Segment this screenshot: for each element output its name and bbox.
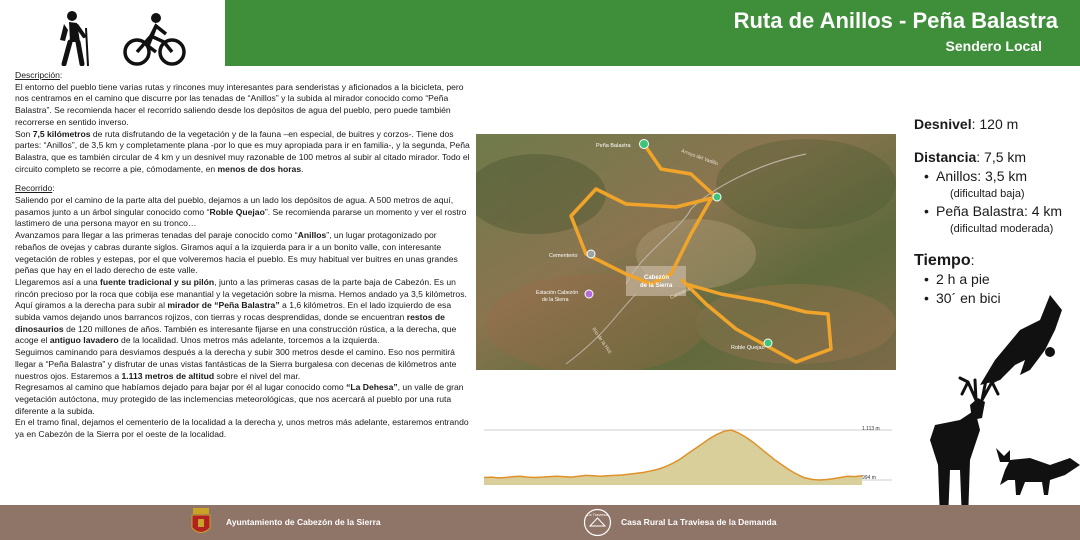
marker-fuente[interactable]: [713, 193, 721, 201]
text-bold: Roble Quejao: [209, 206, 265, 217]
route-paragraph-2: [15, 230, 470, 277]
text-bold: “La Dehesa”: [346, 382, 398, 393]
text-column: [15, 70, 470, 441]
text-bold: fuente tradicional y su pilón: [100, 276, 215, 287]
text-run: de 120 millones de años. También es interesante fijarse en una construcción rústica, a la derecha, que acoge el: [15, 323, 457, 346]
text-run: a 1,6 kilómetros. En el lado izquierdo de esa subida vamos dejando unos barrancos rojizos, con tierras y rocas desprendidas, donde se encuentran: [15, 300, 452, 323]
map-label-roble: Roble Quejao: [731, 345, 765, 351]
distancia-value: 7,5 km: [984, 149, 1027, 165]
route-paragraph-3: [15, 277, 470, 300]
desnivel-value: 120 m: [979, 116, 1019, 132]
hiker-icon: [60, 11, 88, 66]
stat-desnivel: Desnivel: 120 m: [914, 116, 1019, 132]
header: [0, 0, 1080, 66]
route-paragraph-1: [15, 195, 470, 230]
text-run: de la localidad. Unos metros más adelante, torcemos a la izquierda.: [118, 335, 380, 346]
description-heading: Descripción: [15, 70, 60, 80]
map-label-pueblo-2: de la Sierra: [640, 283, 673, 289]
route-heading: Recorrido: [15, 183, 53, 194]
map-label-pueblo-1: Cabezón: [644, 275, 670, 281]
description-paragraph-1: El entorno del pueblo tiene varias rutas y rincones muy interesantes para senderistas y aficionados a la bicicleta, pero nos centramos en el camino que discurre por las tenadas de “Anillos” y la subida al mirador conocido como “Peña Balastra”. Se recomienda hacer el recorrido saliendo desde los depósitos de agua del pueblo, pero puede también recorrerse en sentido inverso.: [15, 81, 464, 127]
map-label-cementerio: Cementerio: [549, 253, 578, 259]
elevation-profile: [484, 425, 892, 485]
text-run: Regresamos al camino que habíamos dejado para bajar por él al lugar conocido como: [15, 382, 347, 393]
pena-note: (dificultad moderada): [950, 223, 1054, 235]
map-label-estacion-1: Estación Cabezón: [536, 290, 579, 296]
marker-cementerio[interactable]: [587, 250, 595, 258]
text-run: ”, un lugar protagonizado por rebaños de ovejas y cabras durante siglos. Giramos aquí a la izquierda para ir a un bonito valle, con interesante vegetación de robles y estepas, por el que volveremos hacia el pueblo. Es muy habitual ver buitres en unas grandes peñas que hay en el lado derecho de este valle.: [15, 230, 458, 276]
footer-ayuntamiento: Ayuntamiento de Cabezón de la Sierra: [226, 517, 381, 527]
description-section: Descripción:: [15, 70, 63, 80]
fox-icon: [996, 448, 1080, 495]
route-paragraph-4: [15, 300, 470, 347]
text-bold: mirador de “Peña Balastra”: [167, 300, 280, 311]
text-run: Aquí giramos a la derecha para subir al: [15, 300, 168, 311]
text-bold: antiguo lavadero: [49, 335, 119, 346]
casa-rural-logo-icon: [583, 508, 612, 537]
list-item: • 30´ en bici: [936, 289, 1080, 308]
text-bold: 1.113 metros de altitud: [121, 370, 215, 381]
route-section: Recorrido:: [15, 183, 55, 194]
stat-distancia: Distancia: 7,5 km: [914, 149, 1027, 165]
activity-icons: [52, 10, 192, 66]
page-subtitle: Sendero Local: [945, 38, 1042, 54]
spacer: [15, 175, 470, 183]
text-run: , un valle de gran vegetación autóctona, muy protegido de las inclemencias meteorológicas, que nos acercará al pueblo por una ruta diferente a la subida.: [15, 382, 464, 416]
stat-distancia-block: [914, 148, 1080, 237]
map-label-rio: Río de la Hoz: [590, 326, 613, 355]
wildlife-illustration: [900, 290, 1080, 520]
map-label-pena: Peña Balastra: [596, 143, 631, 149]
text-run: Son: [15, 128, 33, 139]
tiempo-label: Tiempo: [914, 252, 971, 269]
footer: [0, 505, 1080, 540]
text-run: Llegaremos así a una: [15, 276, 101, 287]
description-paragraph-2: [15, 129, 470, 176]
text-bold: 7,5 kilómetros: [32, 128, 91, 139]
deer-icon: [930, 378, 1000, 520]
distancia-label: Distancia: [914, 149, 977, 165]
marker-roble-quejao[interactable]: [764, 339, 772, 347]
text-run: ”. Se recomienda pararse un momento y ver el rostro lastimero de una persona mayor en su tronco…: [15, 206, 467, 229]
marker-pena-balastra[interactable]: [640, 140, 649, 149]
profile-min-label: 994 m: [862, 475, 876, 481]
footer-casa-rural: Casa Rural La Traviesa de la Demanda: [621, 517, 777, 527]
text-bold: menos de dos horas: [217, 163, 302, 174]
text-run: Seguimos caminando para desviamos después a la derecha y subir 300 metros desde el camino. Eso nos permitirá llegar a “Peña Balastra” y disfrutar de unas vistas fantásticas de la Sierra burgalesa con decenas de kilómetros ante nuestros ojos. Estaremos a: [15, 347, 457, 381]
text-run: , junto a las primeras casas de la parte baja de Cabezón. Es un rincón precioso por la roca que cobija ese manantial y la vegetación sobre la misma. Hemos andado ya 3,5 kilómetros.: [15, 276, 467, 299]
text-bold: Anillos: [297, 230, 327, 241]
route-map: [476, 134, 896, 370]
text-run: Saliendo por el camino de la parte alta del pueblo, dejamos a un lado los depósitos de agua. A 500 metros de aquí, pasamos junto a un árbol singular conocido como “: [15, 195, 454, 217]
route-paragraph-6: [15, 382, 470, 417]
desnivel-label: Desnivel: [914, 116, 972, 132]
distancia-list: [914, 167, 1080, 237]
vulture-icon: [980, 295, 1062, 385]
marker-estacion[interactable]: [585, 290, 593, 298]
map-label-arroyo: Arroyo del Vadillo: [680, 148, 719, 168]
text-run: .: [301, 163, 304, 174]
stat-tiempo: Tiempo:: [914, 252, 975, 269]
route-stats: [914, 115, 1080, 308]
text-bold: restos de dinosaurios: [15, 312, 445, 334]
text-run: sobre el nivel del mar.: [214, 370, 301, 381]
map-label-estacion-2: de la Sierra: [542, 297, 569, 303]
profile-max-label: 1.113 m: [862, 426, 880, 432]
coat-of-arms-icon: [190, 508, 212, 537]
text-run: de ruta disfrutando de la vegetación y de la fauna –en especial, de buitres y corzos-. Tiene dos partes: “Anillos”, de 3,5 km y completamente plana -por lo que es muy apropiada para ir en familia-, y la segunda, Peña Balastra, que es también circular de 4 km y un desnivel muy razonable de 100 metros al subir al citado mirador. Todo el circuito completo se recorre a pie, cómodamente, en: [15, 128, 470, 174]
list-item: • Anillos: 3,5 km: [936, 167, 1080, 186]
anillos-note: (dificultad baja): [950, 188, 1025, 200]
map-label-carretera: Carretera: [669, 286, 691, 301]
list-item: • Peña Balastra: 4 km: [936, 202, 1080, 221]
page-title: Ruta de Anillos - Peña Balastra: [733, 8, 1058, 33]
route-paragraph-7: En el tramo final, dejamos el cementerio de la localidad a la derecha y, unos metros más adelante, estaremos entrando ya en Cabezón de la Sierra por el oeste de la localidad.: [15, 417, 469, 440]
list-item: • 2 h a pie: [936, 270, 1080, 289]
text-run: Avanzamos para llegar a las primeras tenadas del paraje conocido como “: [15, 230, 298, 241]
logo-text: La Traviesa: [587, 512, 608, 517]
cyclist-icon: [125, 13, 184, 64]
route-paragraph-5: [15, 347, 470, 382]
